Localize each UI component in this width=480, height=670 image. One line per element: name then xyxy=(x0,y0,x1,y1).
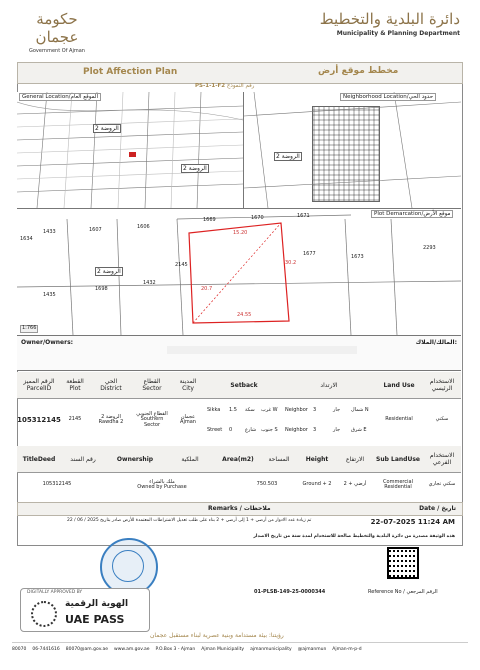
reference-number: 01-PLSB-149-25-0000344 xyxy=(254,589,326,595)
district-label-2: الروضة 2 xyxy=(183,165,207,172)
owner-name-redacted xyxy=(167,346,357,354)
city-value: عجمان Ajman xyxy=(180,413,196,425)
setback-header: Setback xyxy=(230,381,258,389)
form-number xyxy=(195,83,254,89)
contact-bar xyxy=(12,642,468,655)
form-number-label: رقم النموذج xyxy=(226,83,255,89)
main-use-value: سكني xyxy=(435,416,449,423)
title-deed-table xyxy=(17,446,461,498)
date-label: Date / تاريخ xyxy=(419,505,456,512)
fingerprint-icon xyxy=(31,601,57,627)
contact-item: Ajman Municipality xyxy=(201,646,245,652)
height-value-ar: أرضي + 2 xyxy=(343,481,367,488)
ownership-value: ملك بالشراء Owned by Purchase xyxy=(137,478,187,490)
parcel-table xyxy=(17,372,461,442)
uae-pass-badge xyxy=(20,588,150,632)
neighborhood-map-drawing xyxy=(244,92,461,208)
reference-label: Reference No / الرقم المرجعي xyxy=(368,589,438,595)
contact-item: 80070@am.gov.ae xyxy=(65,646,109,652)
general-map-drawing xyxy=(17,92,243,208)
plot-dim-1: 15.20 xyxy=(233,230,248,236)
general-map-label: General Location/الموقع العام xyxy=(19,93,101,101)
district-value: الروضة 2 Rawdha 2 xyxy=(98,413,124,425)
plot-label-1634: 1634 xyxy=(20,236,33,242)
contact-item: 80070 xyxy=(12,646,27,652)
department-logo xyxy=(300,10,460,50)
plot-label-2293: 2293 xyxy=(423,245,436,251)
form-number-value: PS-1-1-F2 xyxy=(195,83,226,89)
owner-label-arabic: المالك/الملاك: xyxy=(415,339,457,346)
plot-label-1673: 1673 xyxy=(351,254,364,260)
title-deed-header-en: TitleDeed xyxy=(22,455,56,463)
plot-label-1669: 1669 xyxy=(203,217,216,223)
plot-demarcation-map xyxy=(17,209,461,336)
contact-item: www.am.gov.ae xyxy=(114,646,150,652)
plot-label-2145: 2145 xyxy=(175,262,188,268)
setback-row-1: Sikka 1.5 سكة غرب W Neighbor 3 جار شمال N xyxy=(207,407,369,413)
contact-item: ajmanmunicipality xyxy=(250,646,292,652)
height-value: Ground + 2 xyxy=(302,481,332,488)
sub-use-header-en: Sub LandUse xyxy=(376,455,420,463)
qr-code xyxy=(387,547,419,579)
land-use-header: Land Use xyxy=(383,381,415,389)
remark-line-2: هذه الوثيقة مصدرة من دائرة البلدية والتخطيط صالحة للاستخدام لمدة سنة من تاريخ الاصدار xyxy=(253,534,455,539)
ownership-header-ar: الملكية xyxy=(181,455,199,463)
remark-line-1: تم زيادة عدد الادوار من أرضي + 1 إلى أرضي + 2 بناء على طلب تعديل الاشتراطات المعتمدة للأرض صادر بتاريخ 2025 / 06 / 22 xyxy=(67,518,312,523)
plot-dim-3: 20.7 xyxy=(201,286,213,292)
parcel-id-header: الرقم المميز ParcelID xyxy=(23,378,55,392)
plot-value: 2145 xyxy=(68,416,82,423)
district-label-3: الروضة 2 xyxy=(276,153,300,160)
district-label-1: الروضة 2 xyxy=(95,125,119,132)
issue-date: 22-07-2025 11:24 AM xyxy=(370,518,455,526)
neighborhood-map-label: Neighborhood Location/حدود الحي xyxy=(340,93,436,101)
digitally-approved-label: DIGITALLY APPROVED BY xyxy=(27,590,83,595)
uae-pass-english: UAE PASS xyxy=(65,613,125,626)
setback-row-2: Street 0 شارع جنوب S Neighbor 3 جار شرق E xyxy=(207,427,367,433)
plot-label-1432: 1432 xyxy=(143,280,156,286)
plot-header: القطعة Plot xyxy=(66,378,84,392)
area-value: 750.503 xyxy=(256,481,278,488)
owner-label-english: Owner/Owners: xyxy=(21,339,74,346)
plot-label-1671: 1671 xyxy=(297,213,310,219)
land-use-value: Residential xyxy=(385,416,413,423)
ownership-header-en: Ownership xyxy=(116,455,154,463)
district-header: الحي District xyxy=(100,378,122,392)
plot-dim-4: 24.55 xyxy=(237,312,252,318)
title-bar xyxy=(17,62,463,84)
remarks-bar xyxy=(17,502,463,516)
stamp-inner xyxy=(112,550,144,582)
plan-title-arabic: مخطط موقع أرض xyxy=(318,66,399,76)
area-header-ar: المساحة xyxy=(268,455,290,463)
plot-label-1433: 1433 xyxy=(43,229,56,235)
map-scale: 1:766 xyxy=(22,325,37,331)
sub-use-header-ar: الاستخدام الفرعي xyxy=(429,452,455,466)
gov-logo-english: Government Of Ajman xyxy=(29,48,85,54)
remarks-body xyxy=(17,516,461,544)
main-use-header: الاستخدام الرئيسي xyxy=(429,378,455,392)
area-header-en: Area(m2) xyxy=(222,455,254,463)
plot-label-1698: 1698 xyxy=(95,286,108,292)
district-label-4: الروضة 2 xyxy=(97,268,121,275)
dept-logo-english: Municipality & Planning Department xyxy=(336,30,460,37)
sub-use-value-ar: سكني تجاري xyxy=(428,481,456,488)
sector-value: القطاع الجنوبي Southern Sector xyxy=(136,410,168,428)
vision-slogan: رؤيتنا: بيئة مستدامة وبنية عصرية لبناء مستقبل عجمان xyxy=(150,632,284,639)
contact-item: Ajman-m-p-d xyxy=(332,646,362,652)
plot-label-1435: 1435 xyxy=(43,292,56,298)
title-deed-value: 105312145 xyxy=(42,481,72,488)
owner-row xyxy=(17,336,461,371)
government-logo xyxy=(22,10,92,54)
uae-pass-arabic: الهوية الرقمية xyxy=(65,599,129,609)
city-header: المدينة City xyxy=(179,378,197,392)
sub-use-value: Commercial Residential xyxy=(383,478,413,490)
title-deed-header-ar: رقم السند xyxy=(70,455,96,463)
general-location-map xyxy=(17,92,244,209)
demarcation-map-label: Plot Demarcation/موقع الأرض xyxy=(371,210,453,218)
contact-item: P.O.Box 3 - Ajman xyxy=(155,646,196,652)
plot-dim-2: 30.2 xyxy=(285,260,297,266)
gov-logo-arabic: حكومة عجمان xyxy=(35,10,79,46)
plot-label-1670: 1670 xyxy=(251,215,264,221)
dept-logo-arabic: دائرة البلدية والتخطيط xyxy=(319,10,460,28)
plan-title-english: Plot Affection Plan xyxy=(83,67,178,77)
height-header-ar: الارتفاع xyxy=(345,455,365,463)
surround-header: الارتداد xyxy=(320,381,338,389)
sector-header: القطاع Sector xyxy=(142,378,162,392)
contact-item: 06-7441616 xyxy=(32,646,60,652)
contact-item: @ajmanmun xyxy=(297,646,327,652)
remarks-label: Remarks / ملاحظات xyxy=(208,505,271,512)
parcel-id-value: 105312145 xyxy=(17,416,61,424)
neighborhood-location-map xyxy=(244,92,461,209)
plot-label-1607: 1607 xyxy=(89,227,102,233)
plot-label-1606: 1606 xyxy=(137,224,150,230)
height-header-en: Height xyxy=(305,455,329,463)
plot-label-1677: 1677 xyxy=(303,251,316,257)
